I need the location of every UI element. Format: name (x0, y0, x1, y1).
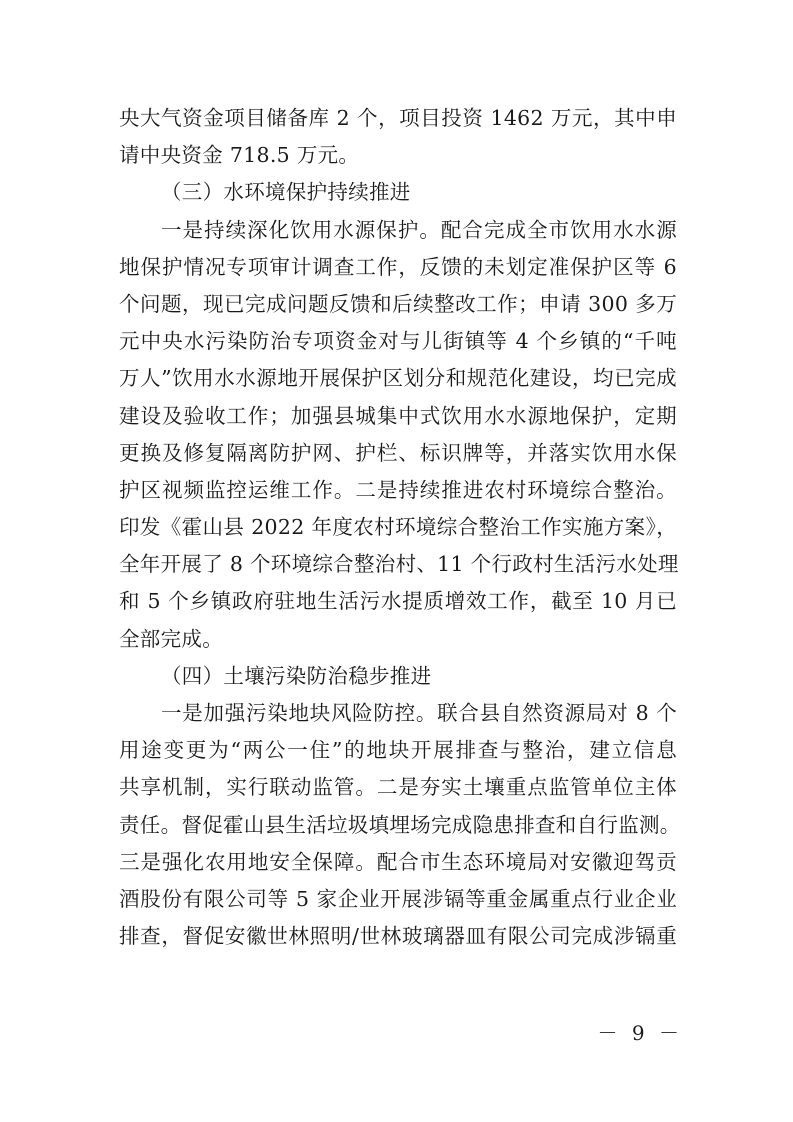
text-line: 三是强化农用地安全保障。配合市生态环境局对安徽迎驾贡 (119, 849, 677, 874)
text-line: 建设及验收工作；加强县城集中式饮用水水源地保护，定期 (119, 403, 677, 428)
text-line: 全年开展了 8 个环境综合整治村、11 个行政村生活污水处理 (119, 552, 679, 577)
section-heading: （三）水环境保护持续推进 (161, 180, 411, 205)
text-line: 请中央资金 718.5 万元。 (119, 143, 360, 168)
text-line: 央大气资金项目储备库 2 个，项目投资 1462 万元，其中申 (119, 106, 677, 130)
text-line: 全部完成。 (119, 626, 223, 651)
text-line: 印发《霍山县 2022 年度农村环境综合整治工作实施方案》， (119, 515, 677, 540)
text-line: 元中央水污染防治专项资金对与儿街镇等 4 个乡镇的“千吨 (119, 329, 677, 354)
page-number: － 9 － (597, 1021, 683, 1045)
text-line: 排查，督促安徽世林照明/世林玻璃器皿有限公司完成涉镉重 (119, 924, 677, 949)
text-line: 护区视频监控运维工作。二是持续推进农村环境综合整治。 (119, 477, 677, 502)
text-line: 一是持续深化饮用水源保护。配合完成全市饮用水水源 (161, 217, 677, 242)
text-line: 个问题，现已完成问题反馈和后续整改工作；申请 300 多万 (119, 291, 677, 316)
text-line: 万人”饮用水水源地开展保护区划分和规范化建设，均已完成 (119, 366, 677, 391)
section-heading: （四）土壤污染防治稳步推进 (161, 663, 432, 688)
text-line: 共享机制，实行联动监管。二是夯实土壤重点监管单位主体 (119, 775, 677, 800)
text-line: 责任。督促霍山县生活垃圾填埋场完成隐患排查和自行监测。 (119, 812, 681, 837)
text-line: 酒股份有限公司等 5 家企业开展涉镉等重金属重点行业企业 (119, 886, 677, 911)
body-text (119, 100, 681, 955)
text-line: 和 5 个乡镇政府驻地生活污水提质增效工作，截至 10 月已 (119, 589, 677, 614)
text-line: 一是加强污染地块风险防控。联合县自然资源局对 8 个 (161, 701, 677, 725)
text-line: 更换及修复隔离防护网、护栏、标识牌等，并落实饮用水保 (119, 440, 677, 465)
text-line: 地保护情况专项审计调查工作，反馈的未划定准保护区等 6 (119, 254, 677, 279)
text-line: 用途变更为“两公一住”的地块开展排查与整治，建立信息 (119, 738, 677, 763)
